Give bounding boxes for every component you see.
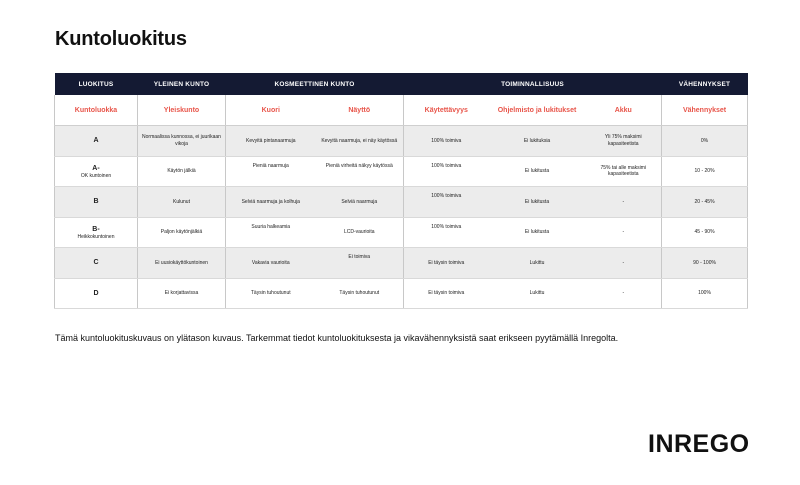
kuori-cell: Kevyitä pintanaarmuja <box>226 126 316 157</box>
grade-label: D <box>93 289 99 297</box>
kuori-cell: Täysin tuhoutunut <box>226 278 316 309</box>
group-header-luokitus: LUOKITUS <box>55 73 138 95</box>
kuori-cell: Selviä naarmuja ja kolhuja <box>226 187 316 218</box>
vahennykset-cell: 20 - 45% <box>662 187 748 218</box>
table-row <box>55 278 748 309</box>
group-header-vahennykset: VÄHENNYKSET <box>662 73 748 95</box>
table-row <box>55 126 748 157</box>
table-row <box>55 248 748 279</box>
akku-cell: - <box>586 278 662 309</box>
grade-label: B- <box>92 225 100 233</box>
kaytettavyys-cell: Ei täysin toimiva <box>404 248 489 279</box>
inrego-logo: INREGO <box>648 430 750 458</box>
ohjelmisto-cell: Ei lukitusta <box>489 156 586 187</box>
ohjelmisto-cell: Lukittu <box>489 248 586 279</box>
naytto-cell: Pieniä virheitä näkyy käytössä <box>316 156 404 187</box>
condition-table <box>54 73 748 309</box>
kuori-cell: Vakavia vaurioita <box>226 248 316 279</box>
kuori-cell: Suuria halkeamia <box>226 217 316 248</box>
page-title: Kuntoluokitus <box>55 28 187 50</box>
yleiskunto-cell: Paljon käytönjälkiä <box>138 217 226 248</box>
sub-header-vahennykset: Vähennykset <box>662 95 748 126</box>
naytto-cell: LCD-vaurioita <box>316 217 404 248</box>
grade-cell <box>55 248 138 279</box>
yleiskunto-cell: Ei uusiokäyttökuntoinen <box>138 248 226 279</box>
grade-sublabel: Heikkokuntoinen <box>77 233 115 240</box>
kaytettavyys-cell: 100% toimiva <box>404 187 489 218</box>
grade-label: B <box>93 198 99 206</box>
ohjelmisto-cell: Ei lukituksia <box>489 126 586 157</box>
grade-label: C <box>93 259 99 267</box>
yleiskunto-cell: Normaalissa kunnossa, ei juurikaan vikoja <box>138 126 226 157</box>
disclaimer-text: Tämä kuntoluokituskuvaus on ylätason kuvaus. Tarkemmat tiedot kuntoluokituksesta ja vikavähennyksistä saat erikseen pyytämällä Inregolta. <box>55 333 619 343</box>
naytto-cell: Kevyitä naarmuja, ei näy käytössä <box>316 126 404 157</box>
naytto-cell: Täysin tuhoutunut <box>316 278 404 309</box>
sub-header-kuori: Kuori <box>226 95 316 126</box>
yleiskunto-cell: Kulunut <box>138 187 226 218</box>
kaytettavyys-cell: 100% toimiva <box>404 156 489 187</box>
grade-sublabel: OK kuntoinen <box>80 172 112 179</box>
table-row <box>55 217 748 248</box>
akku-cell: 75% tai alle maksimi kapasiteetista <box>586 156 662 187</box>
vahennykset-cell: 90 - 100% <box>662 248 748 279</box>
sub-header-row <box>55 95 748 126</box>
group-header-row <box>55 73 748 95</box>
group-header-yleinen-kunto: YLEINEN KUNTO <box>138 73 226 95</box>
kaytettavyys-cell: Ei täysin toimiva <box>404 278 489 309</box>
vahennykset-cell: 0% <box>662 126 748 157</box>
grade-cell <box>55 156 138 187</box>
ohjelmisto-cell: Lukittu <box>489 278 586 309</box>
akku-cell: - <box>586 248 662 279</box>
condition-table-container <box>54 73 747 309</box>
akku-cell: - <box>586 217 662 248</box>
sub-header-ohjelmisto: Ohjelmisto ja lukitukset <box>489 95 586 126</box>
group-header-kosmeettinen-kunto: KOSMEETTINEN KUNTO <box>226 73 404 95</box>
kaytettavyys-cell: 100% toimiva <box>404 217 489 248</box>
grade-cell <box>55 126 138 157</box>
ohjelmisto-cell: Ei lukitusta <box>489 187 586 218</box>
yleiskunto-cell: Ei korjattavissa <box>138 278 226 309</box>
table-row <box>55 156 748 187</box>
vahennykset-cell: 45 - 90% <box>662 217 748 248</box>
yleiskunto-cell: Käytön jälkiä <box>138 156 226 187</box>
grade-label: A- <box>92 164 100 172</box>
group-header-toiminnallisuus: TOIMINNALLISUUS <box>404 73 662 95</box>
ohjelmisto-cell: Ei lukitusta <box>489 217 586 248</box>
sub-header-akku: Akku <box>586 95 662 126</box>
kuori-cell: Pieniä naarmuja <box>226 156 316 187</box>
grade-label: A <box>93 137 99 145</box>
table-row <box>55 187 748 218</box>
akku-cell: - <box>586 187 662 218</box>
vahennykset-cell: 100% <box>662 278 748 309</box>
grade-cell <box>55 278 138 309</box>
vahennykset-cell: 10 - 20% <box>662 156 748 187</box>
akku-cell: Yli 75% maksimi kapasiteetista <box>586 126 662 157</box>
naytto-cell: Ei toimiva <box>316 248 404 279</box>
kaytettavyys-cell: 100% toimiva <box>404 126 489 157</box>
sub-header-kaytettavyys: Käytettävyys <box>404 95 489 126</box>
grade-cell <box>55 187 138 218</box>
sub-header-yleiskunto: Yleiskunto <box>138 95 226 126</box>
naytto-cell: Selviä naarmuja <box>316 187 404 218</box>
grade-cell <box>55 217 138 248</box>
sub-header-kuntoluokka: Kuntoluokka <box>55 95 138 126</box>
sub-header-naytto: Näyttö <box>316 95 404 126</box>
